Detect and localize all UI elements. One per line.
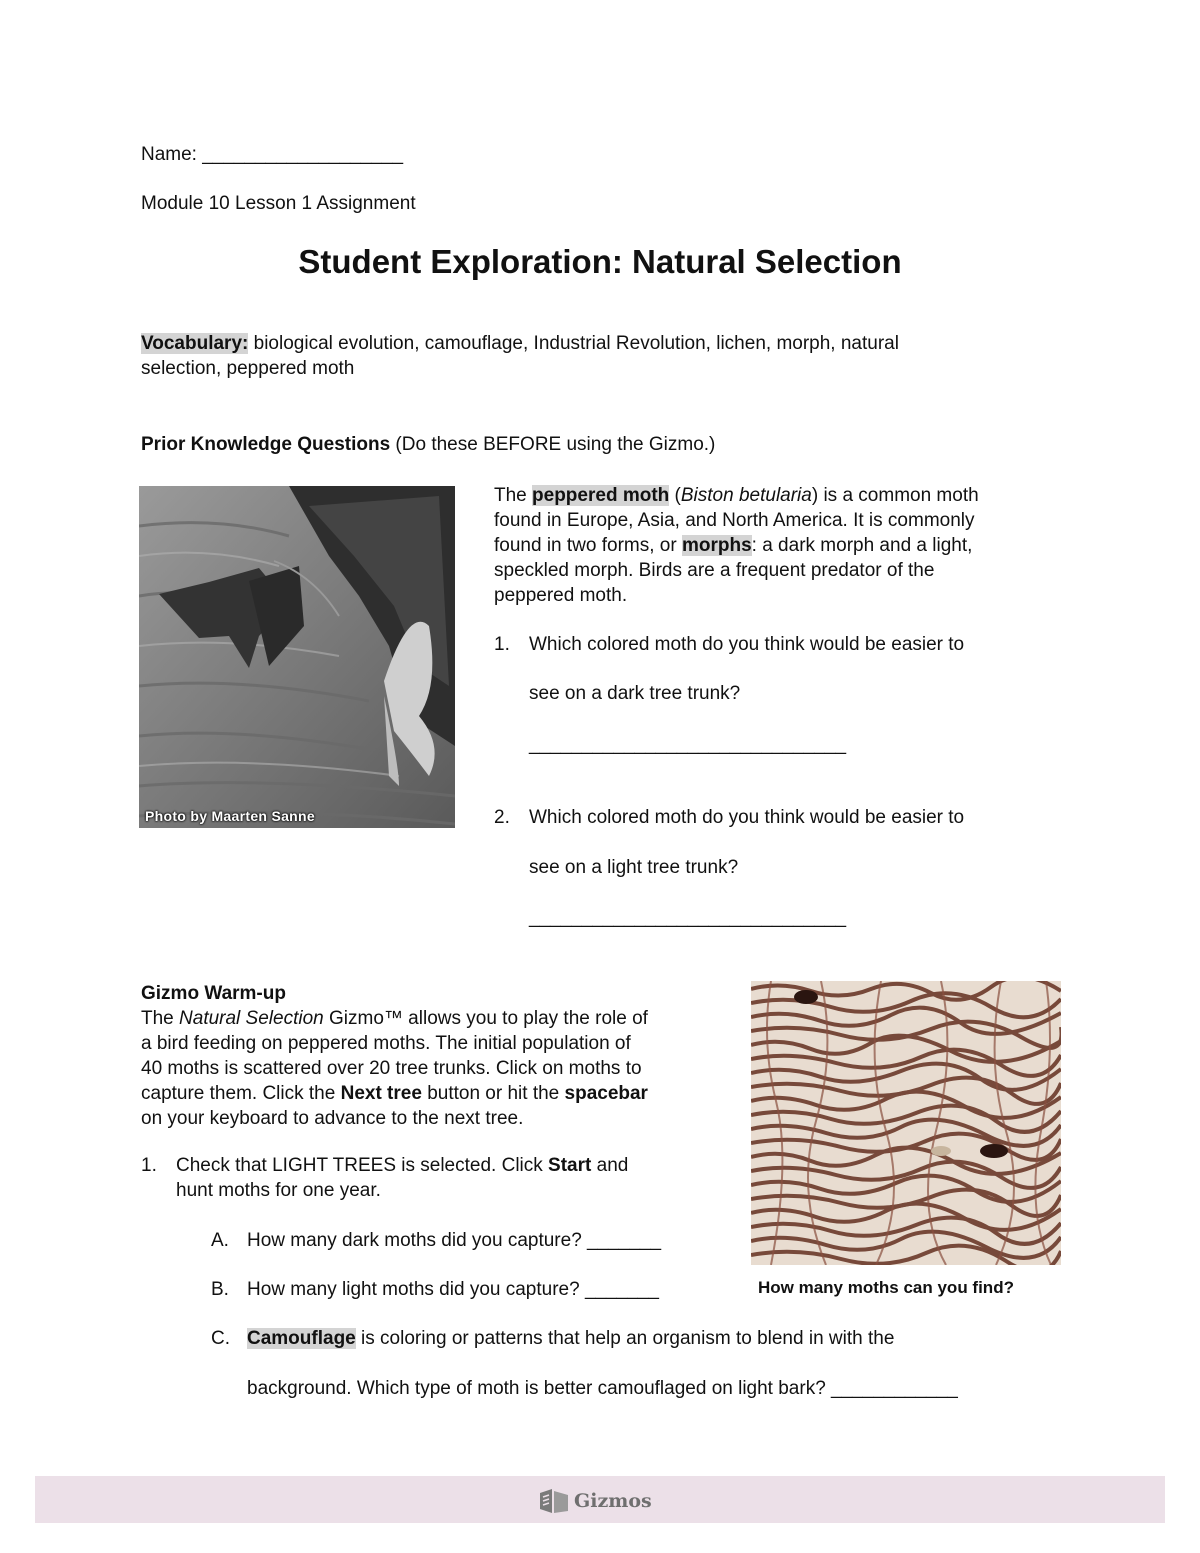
sub-b-letter: B. [211, 1279, 229, 1300]
gizmos-logo-text: Gizmos [574, 1490, 652, 1512]
sub-c-line-1: Camouflage is coloring or patterns that help an organism to blend in with the [247, 1328, 895, 1349]
question-2-number: 2. [494, 807, 510, 828]
camouflage-term: Camouflage [247, 1328, 356, 1349]
question-1-answer-blank[interactable]: ______________________________ [529, 734, 847, 755]
warmup-paragraph: Gizmo Warm-up The Natural Selection Gizmo™ allows you to play the role of a bird feeding on peppered moths. The initial population of 40 moths is scattered over 20 tree trunks. Click on moths to capture them. Click the Next tree button or hit the spacebar on your keyboard to advance to the next tree. [141, 983, 648, 1129]
module-label: Module 10 Lesson 1 Assignment [141, 193, 416, 214]
question-2-line-2: see on a light tree trunk? [529, 857, 739, 878]
question-1-number: 1. [494, 634, 510, 655]
photo-credit: Photo by Maarten Sanne [145, 808, 315, 824]
sub-a-letter: A. [211, 1230, 229, 1251]
image-caption: How many moths can you find? [758, 1278, 1014, 1297]
sub-c-letter: C. [211, 1328, 230, 1349]
sub-a-question[interactable]: How many dark moths did you capture? _______ [247, 1230, 662, 1251]
step-1-line-1: Check that LIGHT TREES is selected. Click Start and [176, 1155, 629, 1176]
gizmos-logo [538, 1486, 652, 1516]
prior-knowledge-heading: Prior Knowledge Questions (Do these BEFORE using the Gizmo.) [141, 434, 716, 455]
vocabulary-line-2: selection, peppered moth [141, 358, 355, 379]
name-line: Name: ___________________ [141, 144, 404, 165]
vocabulary-line-1: Vocabulary: biological evolution, camouflage, Industrial Revolution, lichen, morph, natural [141, 333, 899, 354]
question-1-line-1: Which colored moth do you think would be easier to [529, 634, 965, 655]
peppered-moth-intro: The peppered moth (Biston betularia) is a common moth found in Europe, Asia, and North America. It is commonly found in two forms, or morphs: a dark morph and a light, speckled morph. Birds are a frequent predator of the peppered moth. [494, 485, 979, 606]
tree-bark-image [751, 981, 1061, 1265]
step-1-line-2: hunt moths for one year. [176, 1180, 381, 1201]
vocabulary-label: Vocabulary: [141, 333, 249, 354]
gizmos-logo-icon [538, 1487, 572, 1515]
question-2-answer-blank[interactable]: ______________________________ [529, 907, 847, 928]
sub-c-line-2[interactable]: background. Which type of moth is better camouflaged on light bark? ____________ [247, 1378, 958, 1399]
step-1-number: 1. [141, 1155, 157, 1176]
question-2-line-1: Which colored moth do you think would be easier to [529, 807, 965, 828]
warmup-heading: Gizmo Warm-up [141, 983, 286, 1004]
question-1-line-2: see on a dark tree trunk? [529, 683, 741, 704]
page-title: Student Exploration: Natural Selection [298, 243, 902, 280]
sub-b-question[interactable]: How many light moths did you capture? _______ [247, 1279, 659, 1300]
peppered-moth-photo [139, 486, 455, 828]
